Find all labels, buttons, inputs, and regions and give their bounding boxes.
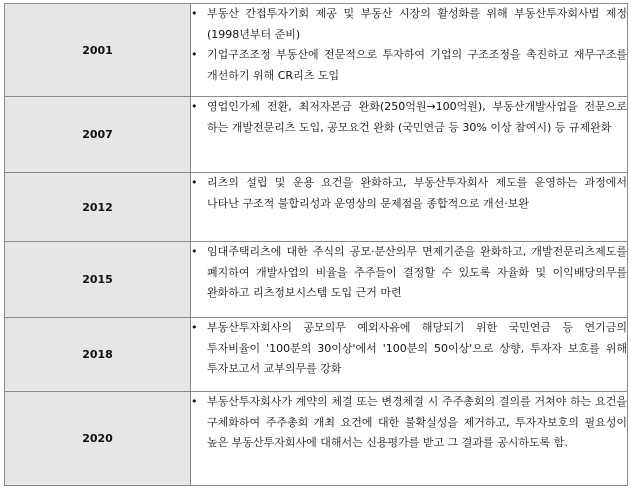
bullet-item [191,45,627,86]
bullet-text: 임대주택리츠에 대한 주식의 공모·분산의무 면제기준을 완화하고, 개발전문리츠제도를 폐지하여 개발사업의 비율을 주주들이 결정할 수 있도록 자율화 및 이익배당의무를 완화하고 리츠정보시스템 도입 근거 마련 [207,245,627,299]
bullet-text: 리츠의 설립 및 운용 요건을 완화하고, 부동산투자회사 제도를 운영하는 과정에서 나타난 구조적 불합리성과 운영상의 문제점을 종합적으로 개선·보완 [207,176,627,210]
bullet-item [191,242,627,304]
bullet-text: 영업인가제 전환, 최저자본금 완화(250억원→100억원), 부동산개발사업을 전문으로 하는 개발전문리츠 도입, 공모요건 완화 (국민연금 등 30% 이상 참여시) 등 규제완화 [207,100,627,134]
bullet-text: 부동산투자회사의 공모의무 예외사유에 해당되기 위한 국민연금 등 연기금의 투자비율이 '100분의 30이상'에서 '100분의 50이상'으로 상향, 투자자 보호를 위해 투자보고서 교부의무를 강화 [207,321,627,375]
year-cell: 2012 [5,173,191,242]
description-cell [191,318,628,392]
bullet-item [191,173,627,214]
bullet-text: 부동산투자회사가 계약의 체결 또는 변경체결 시 주주총회의 결의를 거쳐야 하는 요건을 구체화하여 주주총회 개최 요건에 대한 불확실성을 제거하고, 투자자보호의 필요성이 높은 부동산투자회사에 대해서는 신용평가를 받고 그 결과를 공시하도록 함. [207,395,627,449]
bullet-mark: • [191,245,198,258]
bullet-mark: • [191,176,198,189]
bullet-mark: • [191,395,198,408]
year-cell: 2018 [5,318,191,392]
table-row [5,97,628,173]
bullet-text: 기업구조조정 부동산에 전문적으로 투자하여 기업의 구조조정을 촉진하고 재무구조를 개선하기 위해 CR리츠 도입 [207,48,627,82]
table-body [5,4,628,486]
reit-law-history-table [4,3,628,486]
description-cell [191,392,628,486]
table-row [5,242,628,318]
year-cell: 2007 [5,97,191,173]
bullet-mark: • [191,48,198,61]
bullet-mark: • [191,321,198,334]
table-row [5,173,628,242]
bullet-mark: • [191,100,198,113]
bullet-item [191,4,627,45]
description-cell [191,242,628,318]
bullet-item [191,318,627,380]
year-cell: 2015 [5,242,191,318]
year-cell: 2001 [5,4,191,97]
description-cell [191,97,628,173]
table-row [5,392,628,486]
description-cell [191,4,628,97]
bullet-mark: • [191,7,198,20]
bullet-item [191,97,627,138]
bullet-text: 부동산 간접투자기회 제공 및 부동산 시장의 활성화를 위해 부동산투자회사법 제정(1998년부터 준비) [207,7,627,41]
bullet-item [191,392,627,454]
table-row [5,318,628,392]
description-cell [191,173,628,242]
year-cell: 2020 [5,392,191,486]
table-row [5,4,628,97]
